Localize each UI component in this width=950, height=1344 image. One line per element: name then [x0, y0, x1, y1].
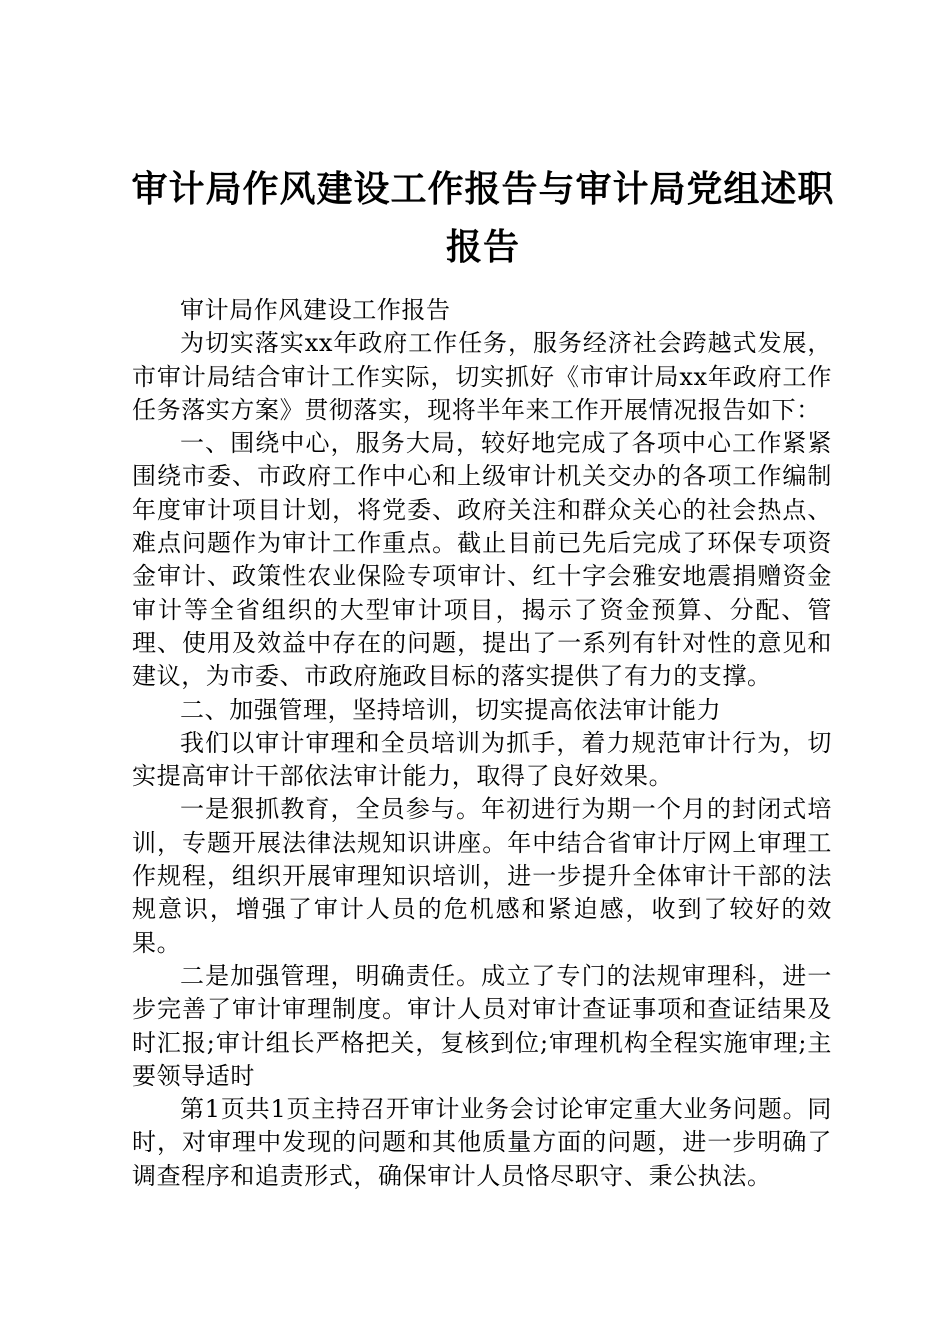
section-two-paragraph: 我们以审计审理和全员培训为抓手，着力规范审计行为，切实提高审计干部依法审计能力，取得了良好效果。 [132, 728, 832, 791]
section-two-heading: 二、加强管理，坚持培训，切实提高依法审计能力 [180, 695, 722, 724]
intro-paragraph: 为切实落实xx年政府工作任务，服务经济社会跨越式发展，市审计局结合审计工作实际，切实抓好《市审计局xx年政府工作任务落实方案》贯彻落实，现将半年来工作开展情况报告如下： [132, 329, 832, 424]
document-body [132, 294, 832, 1193]
page-continuation-paragraph: 第1页共1页主持召开审计业务会讨论审定重大业务问题。同时，对审理中发现的问题和其他质量方面的问题，进一步明确了调查程序和追责形式，确保审计人员恪尽职守、秉公执法。 [132, 1095, 832, 1190]
section-one-paragraph: 一、围绕中心，服务大局，较好地完成了各项中心工作紧紧围绕市委、市政府工作中心和上级审计机关交办的各项工作编制年度审计项目计划，将党委、政府关注和群众关心的社会热点、难点问题作为审计工作重点。截止目前已先后完成了环保专项资金审计、政策性农业保险专项审计、红十字会雅安地震捐赠资金审计等全省组织的大型审计项目，揭示了资金预算、分配、管理、使用及效益中存在的问题，提出了一系列有针对性的意见和建议，为市委、市政府施政目标的落实提供了有力的支撑。 [132, 429, 832, 691]
subtitle-paragraph: 审计局作风建设工作报告 [180, 296, 451, 324]
management-paragraph: 二是加强管理，明确责任。成立了专门的法规审理科，进一步完善了审计审理制度。审计人员对审计查证事项和查证结果及时汇报;审计组长严格把关，复核到位;审理机构全程实施审理;主要领导适时 [132, 961, 832, 1090]
document-title: 审计局作风建设工作报告与审计局党组述职报告 [131, 168, 835, 268]
education-paragraph: 一是狠抓教育，全员参与。年初进行为期一个月的封闭式培训，专题开展法律法规知识讲座。年中结合省审计厅网上审理工作规程，组织开展审理知识培训，进一步提升全体审计干部的法规意识，增强了审计人员的危机感和紧迫感，收到了较好的效果。 [132, 795, 832, 957]
